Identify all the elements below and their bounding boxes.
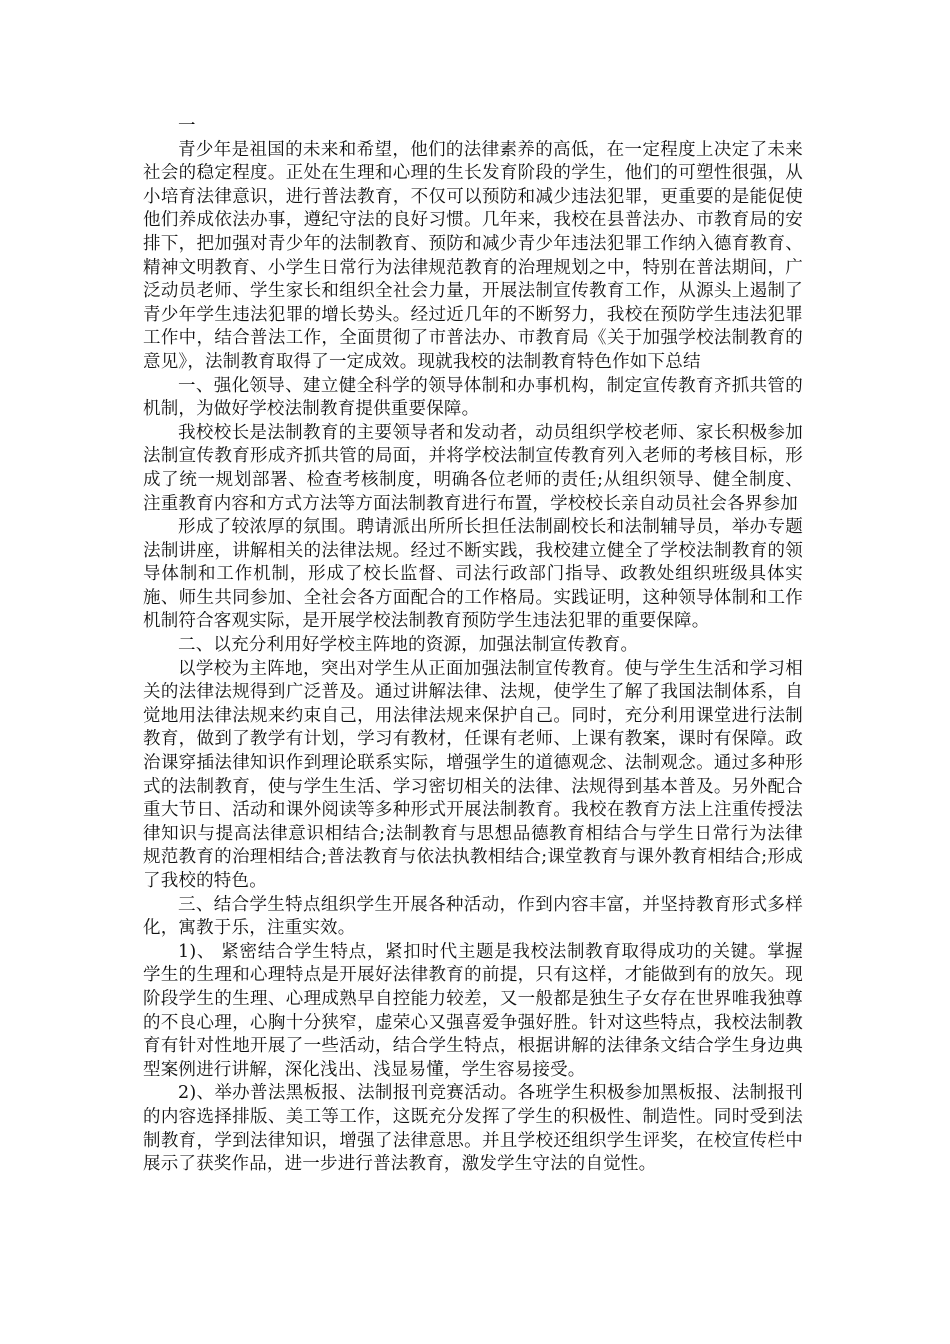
section-two-heading: 二、以充分利用好学校主阵地的资源，加强法制宣传教育。 bbox=[178, 635, 639, 656]
section-number: 一 bbox=[178, 116, 196, 136]
section-one-heading: 一、强化领导、建立健全科学的领导体制和办事机构，制定宣传教育齐抓共管的机制，为做好学校法制教育提供重要保障。 bbox=[143, 375, 803, 420]
section-one-paragraph-1: 我校校长是法制教育的主要领导者和发动者，动员组织学校老师、家长积极参加法制宣传教育形成齐抓共管的局面，并将学校法制宣传教育列入老师的考核目标，形成了统一规划部署、检查考核制度，明确各位老师的责任;从组织领导、健全制度、注重教育内容和方式方法等方面法制教育进行布置，学校校长亲自动员社会各界参加 bbox=[143, 422, 803, 514]
section-three-heading: 三、结合学生特点组织学生开展各种活动，作到内容丰富，并坚持教育形式多样化，寓教于乐，注重实效。 bbox=[143, 894, 803, 939]
section-three-item-2: 2)、举办普法黑板报、法制报刊竞赛活动。各班学生积极参加黑板报、法制报刊的内容选择排版、美工等工作，这既充分发挥了学生的积极性、制造性。同时受到法制教育，学到法律知识，增强了法律意思。并且学校还组织学生评奖，在校宣传栏中展示了获奖作品，进一步进行普法教育，激发学生守法的自觉性。 bbox=[143, 1083, 803, 1175]
section-three-item-1: 1)、 紧密结合学生特点，紧扣时代主题是我校法制教育取得成功的关键。掌握学生的生理和心理特点是开展好法律教育的前提，只有这样，才能做到有的放矢。现阶段学生的生理、心理成熟早自控能力较差，又一般都是独生子女存在世界唯我独尊的不良心理，心胸十分狭窄，虚荣心又强喜爱争强好胜。针对这些特点，我校法制教育有针对性地开展了一些活动，结合学生特点，根据讲解的法律条文结合学生身边典型案例进行讲解，深化浅出、浅显易懂，学生容易接受。 bbox=[143, 941, 803, 1080]
intro-paragraph: 青少年是祖国的未来和希望，他们的法律素养的高低，在一定程度上决定了未来社会的稳定程度。正处在生理和心理的生长发育阶段的学生，他们的可塑性很强，从小培育法律意识，进行普法教育，不仅可以预防和减少违法犯罪，更重要的是能促使他们养成依法办事，遵纪守法的良好习惯。几年来，我校在县普法办、市教育局的安排下，把加强对青少年的法制教育、预防和减少青少年违法犯罪工作纳入德育教育、精神文明教育、小学生日常行为法律规范教育的治理规划之中，特别在普法期间，广泛动员老师、学生家长和组织全社会力量，开展法制宣传教育工作，从源头上遏制了青少年学生违法犯罪的增长势头。经过近几年的不断努力，我校在预防学生违法犯罪工作中，结合普法工作，全面贯彻了市普法办、市教育局《关于加强学校法制教育的意见》，法制教育取得了一定成效。现就我校的法制教育特色作如下总结 bbox=[143, 139, 803, 372]
document-body bbox=[143, 115, 803, 1177]
section-two-paragraph: 以学校为主阵地，突出对学生从正面加强法制宣传教育。使与学生生活和学习相关的法律法规得到广泛普及。通过讲解法律、法规，使学生了解了我国法制体系，自觉地用法律法规来约束自己，用法律法规来保护自己。同时，充分利用课堂进行法制教育，做到了教学有计划，学习有教材，任课有老师、上课有教案，课时有保障。政治课穿插法律知识作到理论联系实际，增强学生的道德观念、法制观念。通过多种形式的法制教育，使与学生生活、学习密切相关的法律、法规得到基本普及。另外配合重大节日、活动和课外阅读等多种形式开展法制教育。我校在教育方法上注重传授法律知识与提高法律意识相结合;法制教育与思想品德教育相结合与学生日常行为法律规范教育的治理相结合;普法教育与依法执教相结合;课堂教育与课外教育相结合;形成了我校的特色。 bbox=[143, 658, 803, 891]
section-one-paragraph-2: 形成了较浓厚的氛围。聘请派出所所长担任法制副校长和法制辅导员，举办专题法制讲座，讲解相关的法律法规。经过不断实践，我校建立健全了学校法制教育的领导体制和工作机制，形成了校长监督、司法行政部门指导、政教处组织班级具体实施、师生共同参加、全社会各方面配合的工作格局。实践证明，这种领导体制和工作机制符合客观实际，是开展学校法制教育预防学生违法犯罪的重要保障。 bbox=[143, 517, 803, 632]
